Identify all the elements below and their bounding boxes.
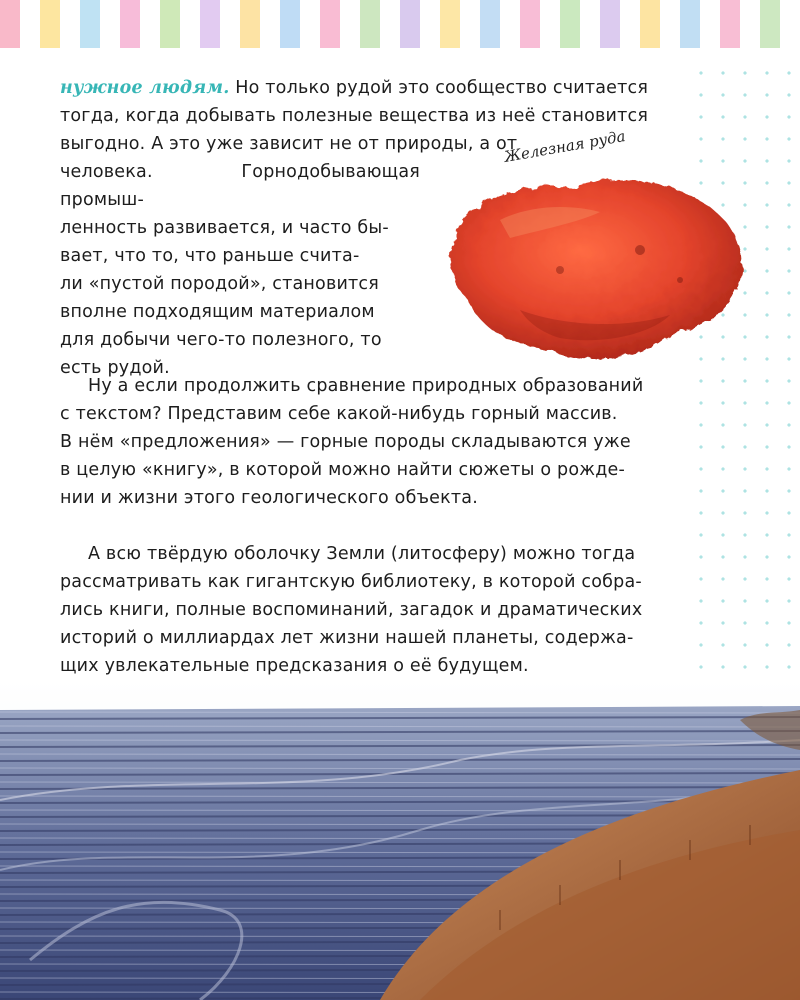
stripe-segment [720, 0, 740, 48]
stripe-segment [560, 0, 580, 48]
paragraph-lithosphere-library [60, 540, 680, 680]
stripe-segment [740, 0, 760, 48]
text-line: есть рудой. [60, 358, 170, 378]
stripe-segment [660, 0, 680, 48]
stripe-segment [580, 0, 600, 48]
stripe-segment [240, 0, 260, 48]
stripe-segment [540, 0, 560, 48]
stripe-segment [60, 0, 80, 48]
decorative-dot-pattern [690, 62, 800, 682]
stripe-segment [700, 0, 720, 48]
stripe-segment [600, 0, 620, 48]
stripe-segment [220, 0, 240, 48]
text-line: В нём «предложения» — горные породы складываются уже [60, 432, 631, 452]
text-line: лись книги, полные воспоминаний, загадок и драматических [60, 600, 643, 620]
stripe-segment [480, 0, 500, 48]
stripe-segment [400, 0, 420, 48]
text-line: тогда, когда добывать полезные вещества из неё становится [60, 106, 649, 126]
stripe-segment [780, 0, 800, 48]
stripe-segment [20, 0, 40, 48]
iron-ore-image [440, 160, 755, 370]
text-line: щих увлекательные предсказания о её будущем. [60, 656, 529, 676]
text-line: вает, что то, что раньше счита- [60, 246, 360, 266]
text-line: вполне подходящим материалом [60, 302, 375, 322]
stripe-segment [760, 0, 780, 48]
text-line: в целую «книгу», в которой можно найти сюжеты о рожде- [60, 460, 626, 480]
text-line: А всю твёрдую оболочку Земли (литосферу) можно тогда [88, 544, 636, 564]
text-line: с текстом? Представим себе какой-нибудь горный массив. [60, 404, 618, 424]
stripe-segment [320, 0, 340, 48]
text-line: нии и жизни этого геологического объекта. [60, 488, 478, 508]
text-line: для добычи чего-то полезного, то [60, 330, 382, 350]
stripe-segment [420, 0, 440, 48]
stripe-segment [160, 0, 180, 48]
stripe-segment [100, 0, 120, 48]
text-line: Ну а если продолжить сравнение природных образований [88, 376, 644, 396]
lead-phrase: нужное людям. [60, 78, 230, 98]
stripe-segment [340, 0, 360, 48]
stripe-segment [500, 0, 520, 48]
stripe-segment [120, 0, 140, 48]
stripe-segment [360, 0, 380, 48]
paragraph-text-comparison [60, 372, 680, 512]
stripe-segment [180, 0, 200, 48]
stripe-segment [200, 0, 220, 48]
stripe-segment [140, 0, 160, 48]
decorative-stripe-band [0, 0, 800, 48]
text-line: выгодно. А это уже зависит не от природы, а от [60, 134, 518, 154]
text-line: ленность развивается, и часто бы- [60, 218, 389, 238]
stripe-segment [440, 0, 460, 48]
stripe-segment [80, 0, 100, 48]
text-line: человека. Горнодобывающая промыш- [60, 162, 420, 210]
stripe-segment [680, 0, 700, 48]
ore-caption: Железная руда [502, 126, 627, 166]
text-line: историй о миллиардах лет жизни нашей планеты, содержа- [60, 628, 634, 648]
stripe-segment [520, 0, 540, 48]
stripe-segment [300, 0, 320, 48]
stripe-segment [260, 0, 280, 48]
text-line: Но только рудой это сообщество считается [229, 78, 649, 98]
stripe-segment [640, 0, 660, 48]
stripe-segment [460, 0, 480, 48]
open-pit-mine-photo [0, 680, 800, 1000]
stripe-segment [0, 0, 20, 48]
stripe-segment [380, 0, 400, 48]
stripe-segment [280, 0, 300, 48]
stripe-segment [40, 0, 60, 48]
text-line: ли «пустой породой», становится [60, 274, 379, 294]
text-line: рассматривать как гигантскую библиотеку, в которой собра- [60, 572, 642, 592]
stripe-segment [620, 0, 640, 48]
